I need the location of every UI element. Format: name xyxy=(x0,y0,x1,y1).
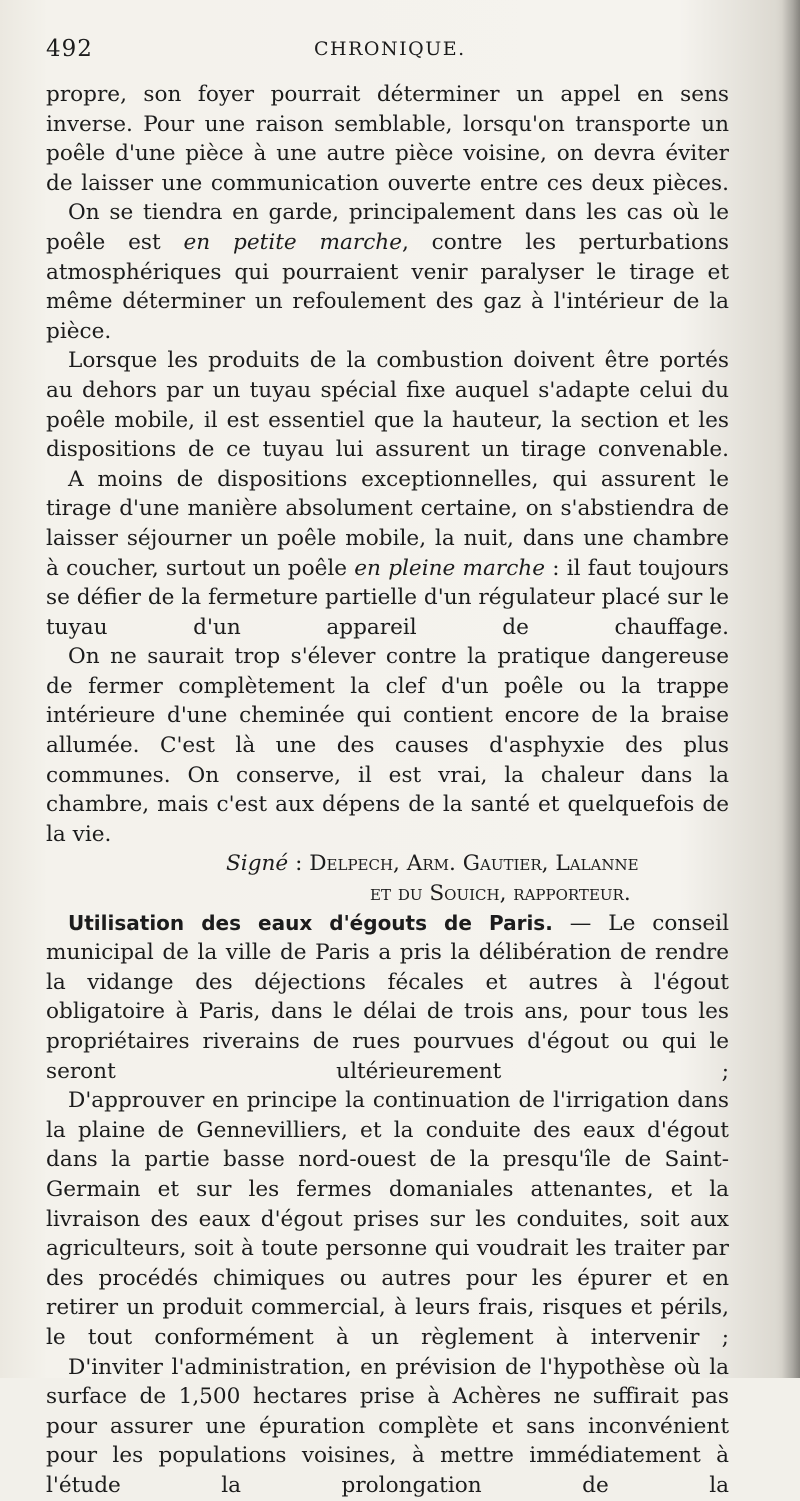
paragraph-4 xyxy=(46,465,729,643)
paragraph-7: D'approuver en principe la continuation de l'irrigation dans la plaine de Gennevilliers, et la conduite des eaux d'égout dans la partie basse nord-ouest de la presqu'île de Saint-Germain et sur les fermes domaniales attenantes, et la livraison des eaux d'égout prises sur les conduites, soit aux agriculteurs, soit à toute personne qui voudrait les traiter par des procédés chimiques ou autres pour les épurer et en retirer un produit commercial, à leurs frais, risques et périls, le tout conformément à un règlement à intervenir ; xyxy=(46,1088,729,1350)
paragraph-1: propre, son foyer pourrait déterminer un appel en sens inverse. Pour une raison semblable, lorsqu'on transporte un poêle d'une pièce à une autre pièce voisine, on devra éviter de laisser une communication ouverte entre ces deux pièces. xyxy=(46,82,729,196)
page-header xyxy=(46,36,730,66)
paragraph-3: Lorsque les produits de la combustion doivent être portés au dehors par un tuyau spécial fixe auquel s'adapte celui du poêle mobile, il est essentiel que la hauteur, la section et les dispositions de ce tuyau lui assurent un tirage convenable. xyxy=(46,348,729,463)
paragraph-2-start: On se tiendra en garde, principalement dans les cas où le poêle est xyxy=(46,200,729,255)
paragraph-2-end: , contre les perturbations atmosphériques qui pourraient venir paralyser le tirage et même déterminer un refoulement des gaz à l'intérieur de la pièce. xyxy=(46,229,730,344)
signature-label: Signé xyxy=(226,851,289,877)
paragraph-2 xyxy=(46,198,729,346)
paragraph-8: D'inviter l'administration, en prévision de l'hypothèse où la surface de 1,500 hectares prise à Achères ne suffirait pas pour assurer une épuration complète et sans inconvénient pour les populations voisines, à mettre immédiatement à l'étude la prolongation de la xyxy=(46,1354,729,1498)
signature-names: Delpech, Arm. Gautier, Lalanne xyxy=(309,851,639,877)
signature-line-1 xyxy=(46,849,729,879)
paragraph-4-end: : il faut toujours se défier de la fermeture partielle d'un régulateur placé sur le tuyau d'un appareil de chauffage. xyxy=(46,555,730,640)
page-number: 492 xyxy=(46,36,93,62)
paragraph-6 xyxy=(46,909,729,1087)
paragraph-2-emphasis: en petite marche xyxy=(183,229,402,255)
paragraph-4-emphasis: en pleine marche xyxy=(354,555,545,581)
running-head: CHRONIQUE. xyxy=(314,38,466,60)
body-text xyxy=(46,80,729,1501)
page-edge-shadow xyxy=(782,0,800,1378)
section-title: Utilisation des eaux d'égouts de Paris. xyxy=(68,910,553,935)
paragraph-4-start: A moins de dispositions exceptionnelles, qui assurent le tirage d'une manière absolument certaine, on s'abstiendra de laisser séjourner un poêle mobile, la nuit, dans une chambre à coucher, surtout un poêle xyxy=(46,466,729,581)
paragraph-5: On ne saurait trop s'élever contre la pratique dangereuse de fermer complètement la clef d'un poêle ou la trappe intérieure d'une cheminée qui contient encore de la braise allumée. C'est là une des causes d'asphyxie des plus communes. On conserve, il est vrai, la chaleur dans la chambre, mais c'est aux dépens de la santé et quelquefois de la vie. xyxy=(46,644,729,847)
signature-colon: : xyxy=(288,851,310,877)
signature-line-2: et du Souich, rapporteur. xyxy=(370,881,631,907)
paragraph-6-text: — Le conseil municipal de la ville de Paris a pris la délibération de rendre la vidange des déjections fécales et autres à l'égout obligatoire à Paris, dans le délai de trois ans, pour tous les propriétaires riverains de rues pourvues d'égout ou qui le seront ultérieurement ; xyxy=(46,910,729,1084)
